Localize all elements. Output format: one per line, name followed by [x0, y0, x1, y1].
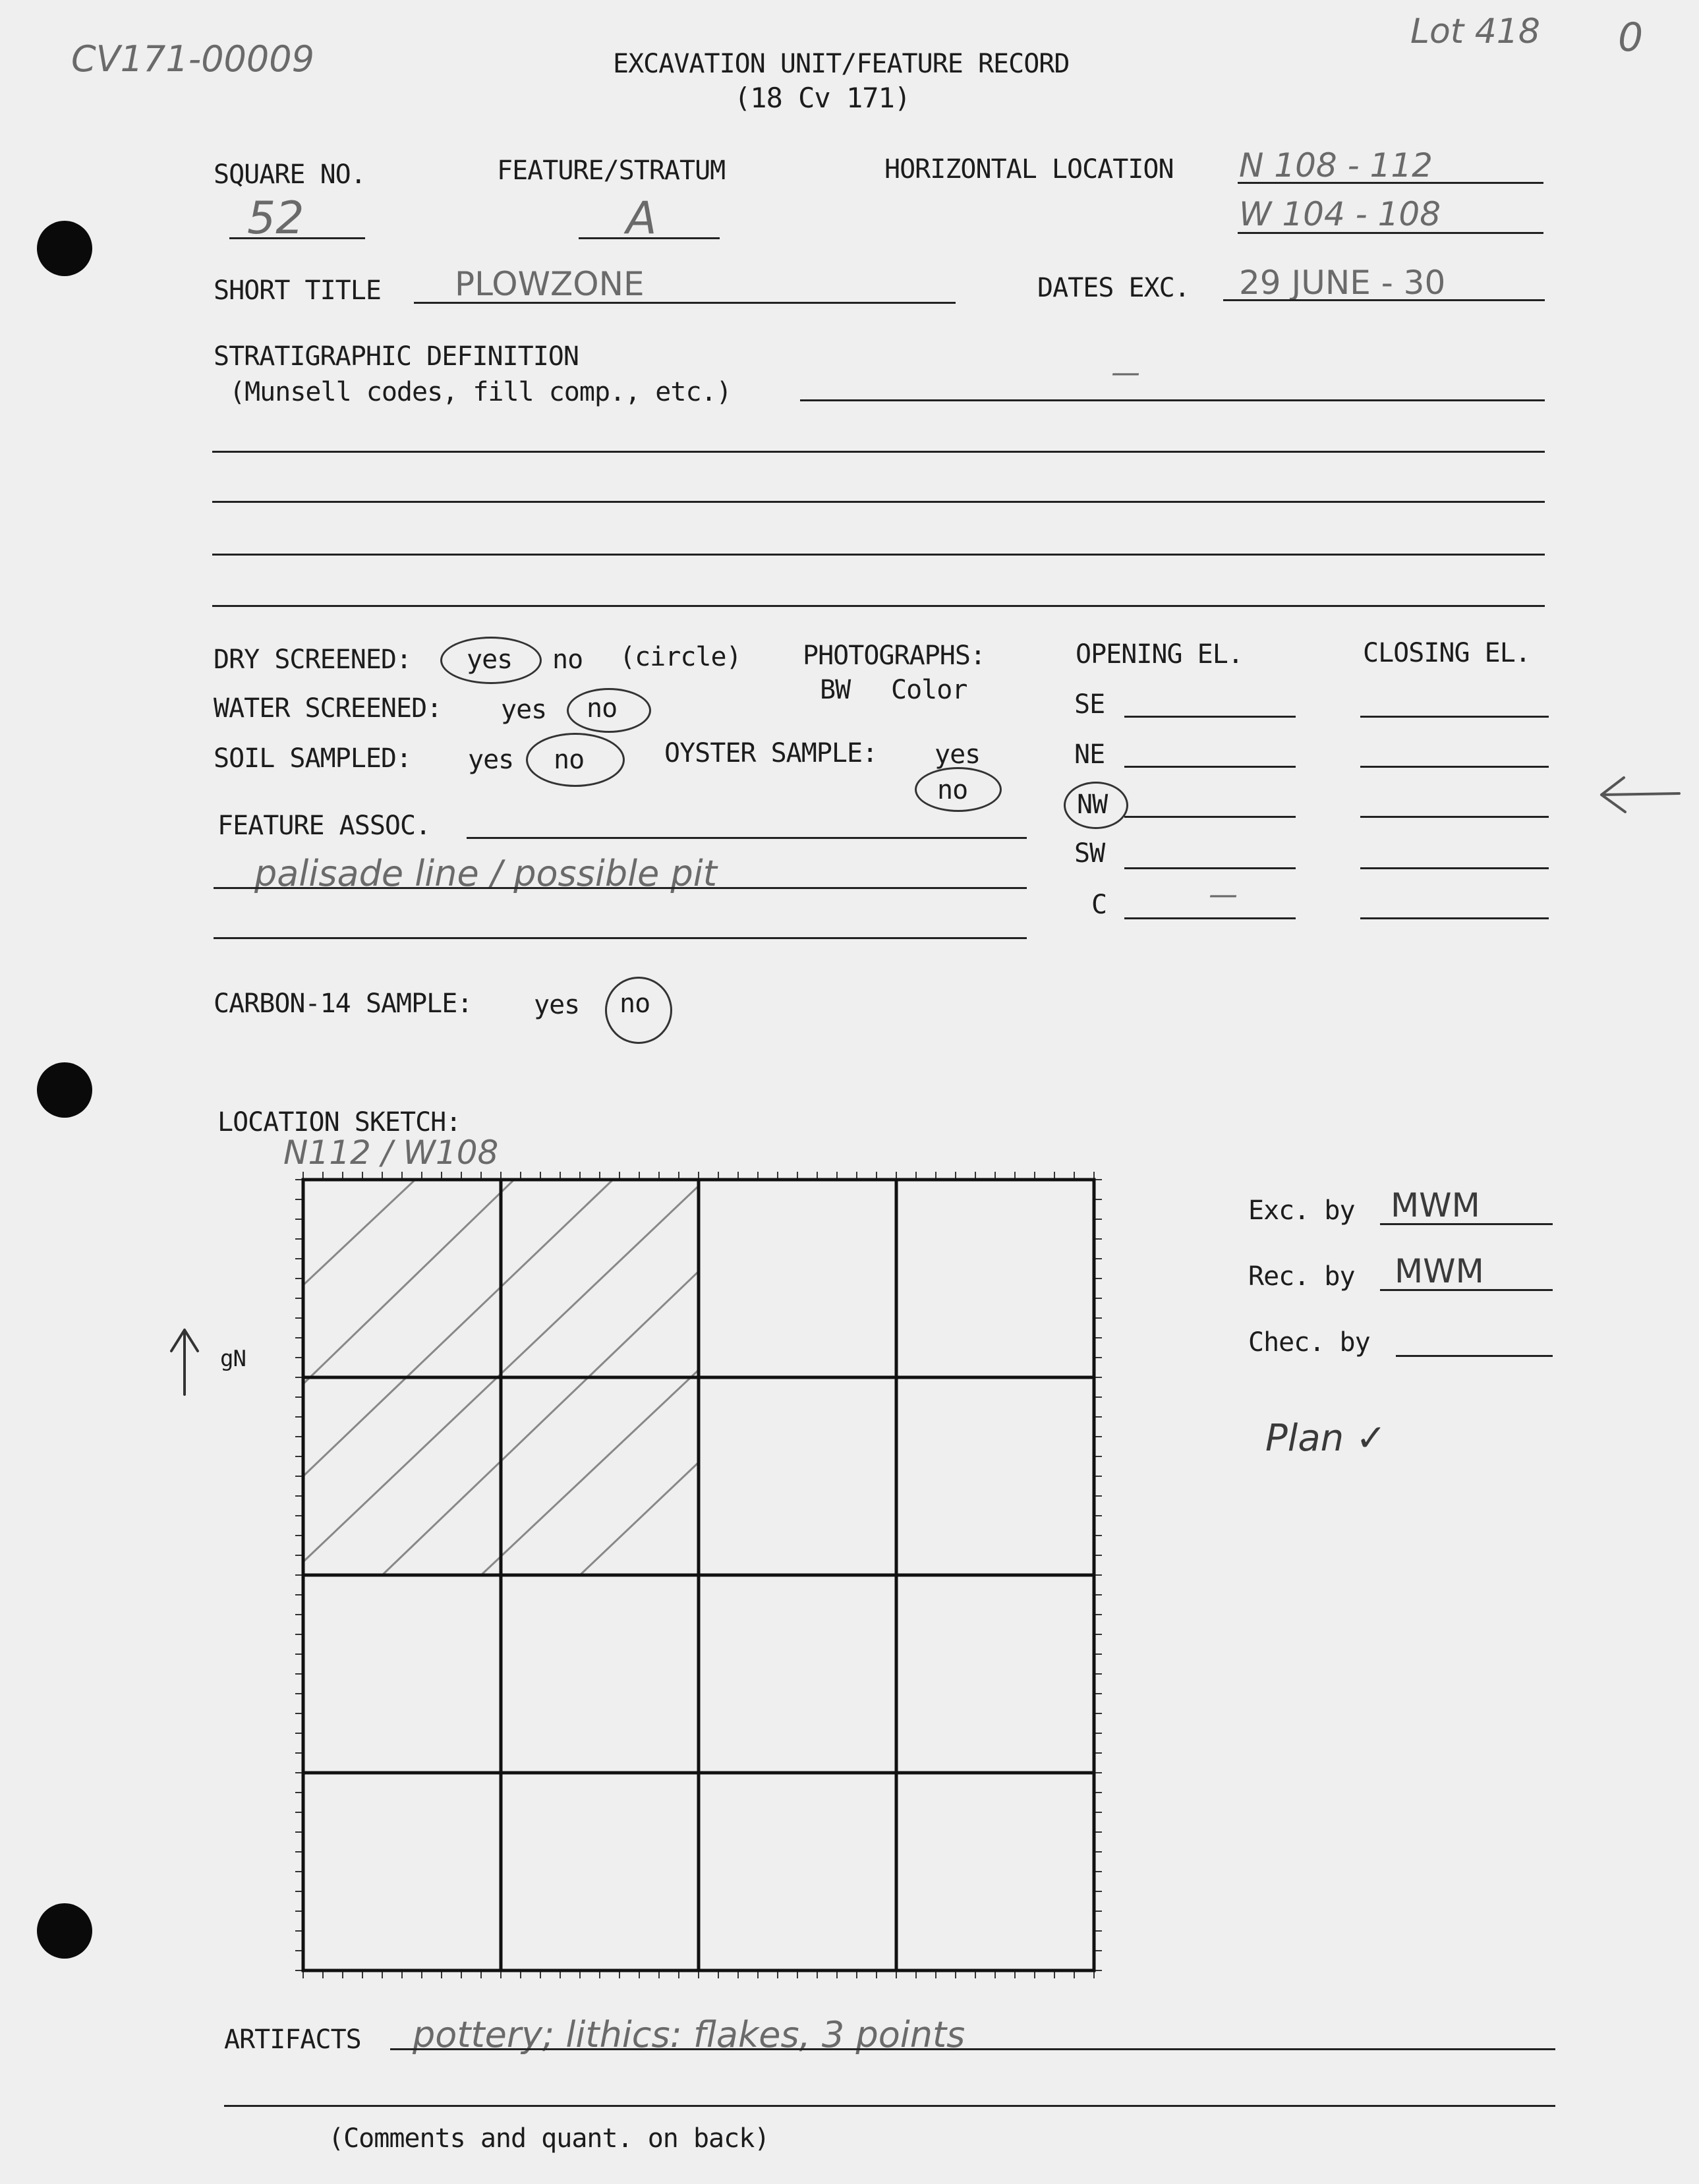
carbon-yes: yes — [534, 990, 580, 1020]
dates-exc-line — [1223, 299, 1545, 301]
short-title-label: SHORT TITLE — [214, 275, 381, 306]
north-line — [1238, 182, 1543, 184]
carbon-no: no — [619, 989, 650, 1019]
strat-line-3 — [212, 501, 1545, 503]
binder-hole-middle — [37, 1062, 92, 1118]
artifacts-line-1 — [390, 2048, 1555, 2050]
dates-exc-label: DATES EXC. — [1037, 273, 1190, 303]
strat-line-2 — [212, 451, 1545, 453]
ne-closing-line — [1360, 766, 1549, 768]
feature-assoc-line-1 — [467, 837, 1027, 839]
square-no-line — [229, 237, 365, 239]
water-no-circle — [567, 688, 651, 733]
dry-yes: yes — [467, 645, 513, 675]
oyster-no: no — [937, 775, 968, 805]
sw-closing-line — [1360, 867, 1549, 869]
c-opening-line — [1124, 917, 1296, 919]
comments-note: (Comments and quant. on back) — [328, 2123, 770, 2154]
oyster-no-circle — [915, 767, 1002, 812]
sketch-corner-coordinate: N112 / W108 — [283, 1134, 499, 1172]
feature-stratum-value: A — [626, 192, 657, 244]
exc-by-value: MWM — [1391, 1186, 1480, 1224]
strat-line-4 — [212, 554, 1545, 556]
square-no-value: 52 — [247, 192, 304, 244]
corner-c: C — [1091, 890, 1107, 920]
circle-instruction: (circle) — [619, 642, 741, 672]
form-title: EXCAVATION UNIT/FEATURE RECORD — [613, 49, 1070, 79]
water-screened-label: WATER SCREENED: — [214, 693, 442, 724]
corner-se: SE — [1074, 689, 1105, 720]
photo-color: Color — [891, 675, 967, 705]
artifacts-label: ARTIFACTS — [224, 2025, 361, 2055]
stratigraphic-dash: — — [1111, 356, 1140, 389]
nw-opening-line — [1124, 816, 1296, 818]
horizontal-location-west: W 104 - 108 — [1239, 195, 1441, 233]
nw-closing-line — [1360, 816, 1549, 818]
sketch-grid — [290, 1166, 1107, 1984]
strat-line-5 — [212, 605, 1545, 607]
water-yes: yes — [501, 695, 547, 725]
west-line — [1238, 232, 1543, 234]
location-sketch-label: LOCATION SKETCH: — [217, 1107, 461, 1137]
horizontal-location-label: HORIZONTAL LOCATION — [884, 154, 1174, 185]
soil-no: no — [554, 745, 585, 775]
horizontal-location-north: N 108 - 112 — [1239, 146, 1433, 185]
feature-assoc-value: palisade line / possible pit — [254, 853, 717, 894]
sw-opening-line — [1124, 867, 1296, 869]
square-no-label: SQUARE NO. — [214, 159, 366, 190]
lot-number: Lot 418 — [1410, 12, 1540, 51]
exc-by-line — [1380, 1223, 1553, 1225]
artifacts-value: pottery; lithics: flakes, 3 points — [413, 2014, 965, 2055]
carbon-no-circle — [605, 977, 672, 1044]
grid-north-label: gN — [220, 1346, 246, 1372]
rec-by-label: Rec. by — [1248, 1261, 1355, 1292]
oyster-sample-label: OYSTER SAMPLE: — [664, 738, 878, 768]
photo-bw: BW — [820, 675, 851, 705]
carbon-14-label: CARBON-14 SAMPLE: — [214, 989, 473, 1019]
ne-opening-line — [1124, 766, 1296, 768]
chec-by-line — [1396, 1355, 1553, 1357]
water-no: no — [587, 693, 618, 724]
photographs-label: PHOTOGRAPHS: — [803, 641, 985, 671]
soil-yes: yes — [468, 745, 514, 775]
north-arrow-icon — [165, 1325, 204, 1397]
strat-line-1 — [800, 399, 1545, 401]
stratigraphic-definition-label: STRATIGRAPHIC DEFINITION — [214, 341, 579, 372]
corner-sw: SW — [1074, 838, 1105, 869]
dry-screened-label: DRY SCREENED: — [214, 645, 412, 675]
margin-arrow-icon — [1595, 771, 1681, 817]
feature-stratum-label: FEATURE/STRATUM — [497, 156, 726, 186]
artifacts-line-2 — [224, 2105, 1555, 2107]
plan-note: Plan ✓ — [1265, 1417, 1387, 1460]
corner-ne: NE — [1074, 739, 1105, 770]
closing-el-label: CLOSING EL. — [1363, 638, 1530, 668]
corner-mark: 0 — [1618, 14, 1644, 61]
feature-stratum-line — [579, 237, 720, 239]
site-number: (18 Cv 171) — [734, 82, 911, 114]
binder-hole-bottom — [37, 1903, 92, 1959]
chec-by-label: Chec. by — [1248, 1327, 1370, 1358]
rec-by-line — [1380, 1289, 1553, 1291]
rec-by-value: MWM — [1395, 1252, 1484, 1290]
nw-circle — [1064, 782, 1128, 829]
exc-by-label: Exc. by — [1248, 1195, 1355, 1226]
short-title-value: PLOWZONE — [455, 265, 645, 303]
soil-sampled-label: SOIL SAMPLED: — [214, 743, 412, 774]
feature-assoc-line-3 — [214, 937, 1027, 939]
feature-assoc-line-2 — [214, 887, 1027, 889]
opening-el-label: OPENING EL. — [1076, 639, 1243, 670]
feature-assoc-label: FEATURE ASSOC. — [217, 811, 431, 841]
soil-no-circle — [526, 733, 625, 787]
c-closing-line — [1360, 917, 1549, 919]
corner-nw: NW — [1077, 790, 1108, 820]
dry-no: no — [552, 645, 583, 675]
se-closing-line — [1360, 716, 1549, 718]
se-opening-line — [1124, 716, 1296, 718]
c-opening-dash: — — [1209, 878, 1238, 911]
dates-exc-value: 29 JUNE - 30 — [1239, 264, 1446, 302]
oyster-yes: yes — [935, 739, 981, 770]
short-title-line — [414, 302, 956, 304]
dry-yes-circle — [440, 637, 542, 684]
document-id: CV171-00009 — [71, 38, 314, 80]
stratigraphic-definition-sub: (Munsell codes, fill comp., etc.) — [229, 377, 732, 407]
binder-hole-top — [37, 221, 92, 276]
